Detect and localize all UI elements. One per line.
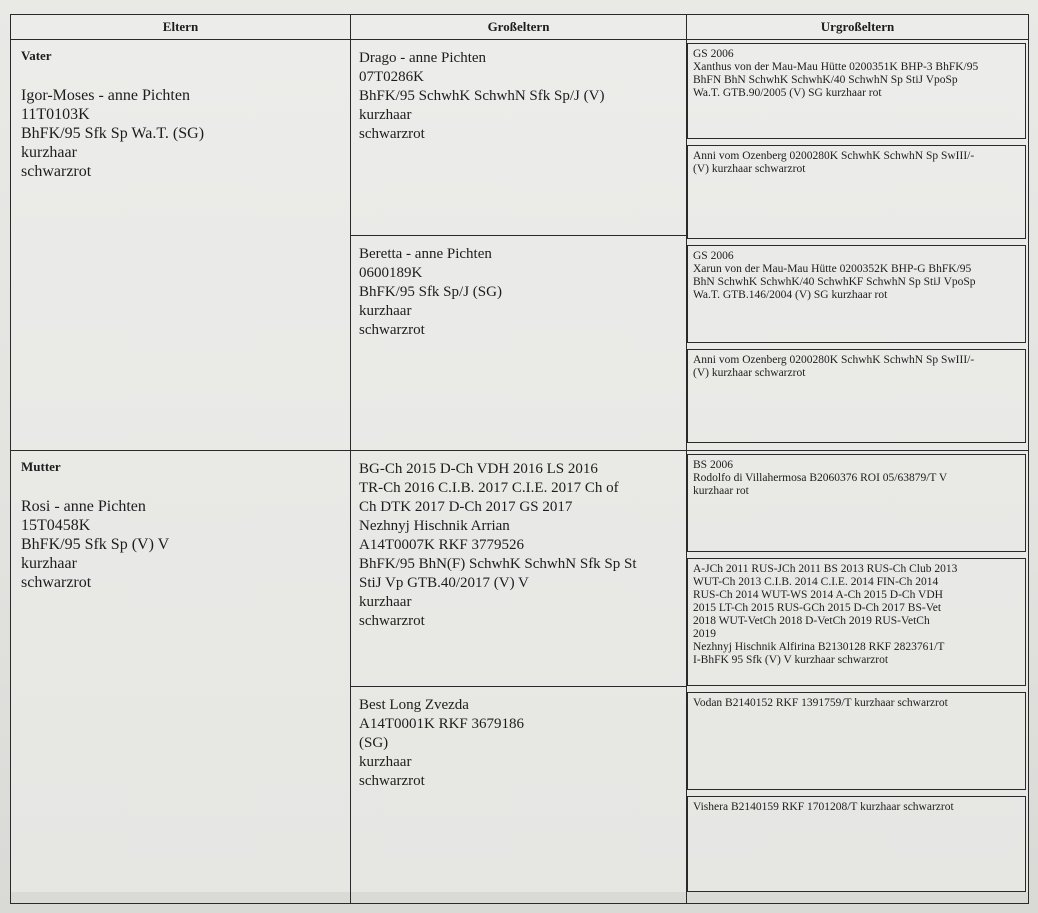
ggp-line: 2018 WUT-VetCh 2018 D-VetCh 2019 RUS-VetCh bbox=[693, 615, 930, 627]
mother-great-grandparents-cell bbox=[687, 451, 1029, 904]
pedigree-sheet bbox=[10, 14, 1028, 892]
gp-line: BhFK/95 Sfk Sp/J (SG) bbox=[359, 284, 502, 300]
mother-titles: BhFK/95 Sfk Sp (V) V bbox=[21, 536, 170, 553]
father-color: schwarzrot bbox=[21, 163, 92, 180]
ggp-line: GS 2006 bbox=[693, 250, 734, 262]
father-name: Igor-Moses - anne Pichten bbox=[21, 87, 190, 104]
mother-reg: 15T0458K bbox=[21, 517, 91, 534]
header-parents: Eltern bbox=[11, 15, 351, 40]
granddam-paternal bbox=[351, 236, 686, 438]
gp-line: BhFK/95 SchwhK SchwhN Sfk Sp/J (V) bbox=[359, 88, 605, 104]
ggp-line: BS 2006 bbox=[693, 459, 733, 471]
gp-line: 0600189K bbox=[359, 265, 423, 281]
father-cell bbox=[11, 40, 351, 451]
ggp-line: Xanthus von der Mau-Mau Hütte 0200351K BHP-3 BhFK/95 bbox=[693, 61, 979, 73]
ggp-line: RUS-Ch 2014 WUT-WS 2014 A-Ch 2015 D-Ch VDH bbox=[693, 589, 943, 601]
mother-coat: kurzhaar bbox=[21, 555, 77, 572]
great-grandparent-box bbox=[687, 145, 1026, 239]
great-grandparent-box bbox=[687, 349, 1026, 443]
ggp-line: Anni vom Ozenberg 0200280K SchwhK SchwhN Sp SwIII/- bbox=[693, 354, 975, 366]
gp-line: Drago - anne Pichten bbox=[359, 50, 487, 66]
father-titles: BhFK/95 Sfk Sp Wa.T. (SG) bbox=[21, 125, 205, 142]
mother-color: schwarzrot bbox=[21, 574, 92, 591]
gp-line: schwarzrot bbox=[359, 773, 425, 789]
ggp-line: 2019 bbox=[693, 628, 716, 640]
gp-line: BhFK/95 BhN(F) SchwhK SchwhN Sfk Sp St bbox=[359, 556, 637, 572]
gp-line: Ch DTK 2017 D-Ch 2017 GS 2017 bbox=[359, 499, 573, 515]
gp-line: BG-Ch 2015 D-Ch VDH 2016 LS 2016 bbox=[359, 461, 598, 477]
great-grandparent-box bbox=[687, 245, 1026, 343]
great-grandparent-box bbox=[687, 796, 1026, 892]
gp-line: schwarzrot bbox=[359, 613, 425, 629]
granddam-maternal bbox=[351, 687, 686, 891]
gp-line: A14T0007K RKF 3779526 bbox=[359, 537, 525, 553]
mother-cell bbox=[11, 451, 351, 904]
great-grandparent-box bbox=[687, 454, 1026, 552]
gp-line: (SG) bbox=[359, 735, 389, 751]
gp-line: kurzhaar bbox=[359, 303, 412, 319]
ggp-line: Vodan B2140152 RKF 1391759/T kurzhaar schwarzrot bbox=[693, 697, 948, 709]
father-reg: 11T0103K bbox=[21, 106, 90, 123]
gp-line: Best Long Zvezda bbox=[359, 697, 469, 713]
ggp-line: Nezhnyj Hischnik Alfirina B2130128 RKF 2823761/T bbox=[693, 641, 945, 653]
header-great-grandparents: Urgroßeltern bbox=[687, 15, 1029, 40]
gp-line: TR-Ch 2016 C.I.B. 2017 C.I.E. 2017 Ch of bbox=[359, 480, 619, 496]
father-role: Vater bbox=[21, 48, 52, 63]
father-coat: kurzhaar bbox=[21, 144, 77, 161]
father-great-grandparents-cell bbox=[687, 40, 1029, 451]
gp-line: schwarzrot bbox=[359, 322, 425, 338]
pedigree-table bbox=[10, 14, 1029, 904]
gp-line: kurzhaar bbox=[359, 594, 412, 610]
gp-line: 07T0286K bbox=[359, 69, 424, 85]
ggp-line: WUT-Ch 2013 C.I.B. 2014 C.I.E. 2014 FIN-Ch 2014 bbox=[693, 576, 939, 588]
ggp-line: BhFN BhN SchwhK SchwhK/40 SchwhN Sp StiJ VpoSp bbox=[693, 74, 958, 86]
ggp-line: I-BhFK 95 Sfk (V) V kurzhaar schwarzrot bbox=[693, 654, 889, 666]
grandsire-maternal bbox=[351, 451, 686, 687]
ggp-line: Xarun von der Mau-Mau Hütte 0200352K BHP-G BhFK/95 bbox=[693, 263, 972, 275]
ggp-line: Anni vom Ozenberg 0200280K SchwhK SchwhN Sp SwIII/- bbox=[693, 150, 975, 162]
great-grandparent-box bbox=[687, 692, 1026, 790]
gp-line: kurzhaar bbox=[359, 107, 412, 123]
header-grandparents: Großeltern bbox=[351, 15, 687, 40]
gp-line: Beretta - anne Pichten bbox=[359, 246, 492, 262]
ggp-line: (V) kurzhaar schwarzrot bbox=[693, 367, 806, 379]
gp-line: A14T0001K RKF 3679186 bbox=[359, 716, 525, 732]
grandsire-paternal bbox=[351, 40, 686, 236]
mother-name: Rosi - anne Pichten bbox=[21, 498, 146, 515]
ggp-line: kurzhaar rot bbox=[693, 485, 749, 497]
mother-grandparents-cell bbox=[351, 451, 687, 904]
ggp-line: Rodolfo di Villahermosa B2060376 ROI 05/63879/T V bbox=[693, 472, 948, 484]
gp-line: StiJ Vp GTB.40/2017 (V) V bbox=[359, 575, 529, 591]
great-grandparent-box bbox=[687, 43, 1026, 139]
ggp-line: Wa.T. GTB.146/2004 (V) SG kurzhaar rot bbox=[693, 289, 888, 301]
gp-line: Nezhnyj Hischnik Arrian bbox=[359, 518, 510, 534]
father-grandparents-cell bbox=[351, 40, 687, 451]
gp-line: kurzhaar bbox=[359, 754, 412, 770]
ggp-line: (V) kurzhaar schwarzrot bbox=[693, 163, 806, 175]
mother-role: Mutter bbox=[21, 459, 61, 474]
ggp-line: 2015 LT-Ch 2015 RUS-GCh 2015 D-Ch 2017 BS-Vet bbox=[693, 602, 942, 614]
gp-line: schwarzrot bbox=[359, 126, 425, 142]
ggp-line: GS 2006 bbox=[693, 48, 734, 60]
ggp-line: Vishera B2140159 RKF 1701208/T kurzhaar schwarzrot bbox=[693, 801, 954, 813]
ggp-line: BhN SchwhK SchwhK/40 SchwhKF SchwhN Sp StiJ VpoSp bbox=[693, 276, 976, 288]
ggp-line: Wa.T. GTB.90/2005 (V) SG kurzhaar rot bbox=[693, 87, 882, 99]
great-grandparent-box bbox=[687, 558, 1026, 686]
ggp-line: A-JCh 2011 RUS-JCh 2011 BS 2013 RUS-Ch Club 2013 bbox=[693, 563, 958, 575]
